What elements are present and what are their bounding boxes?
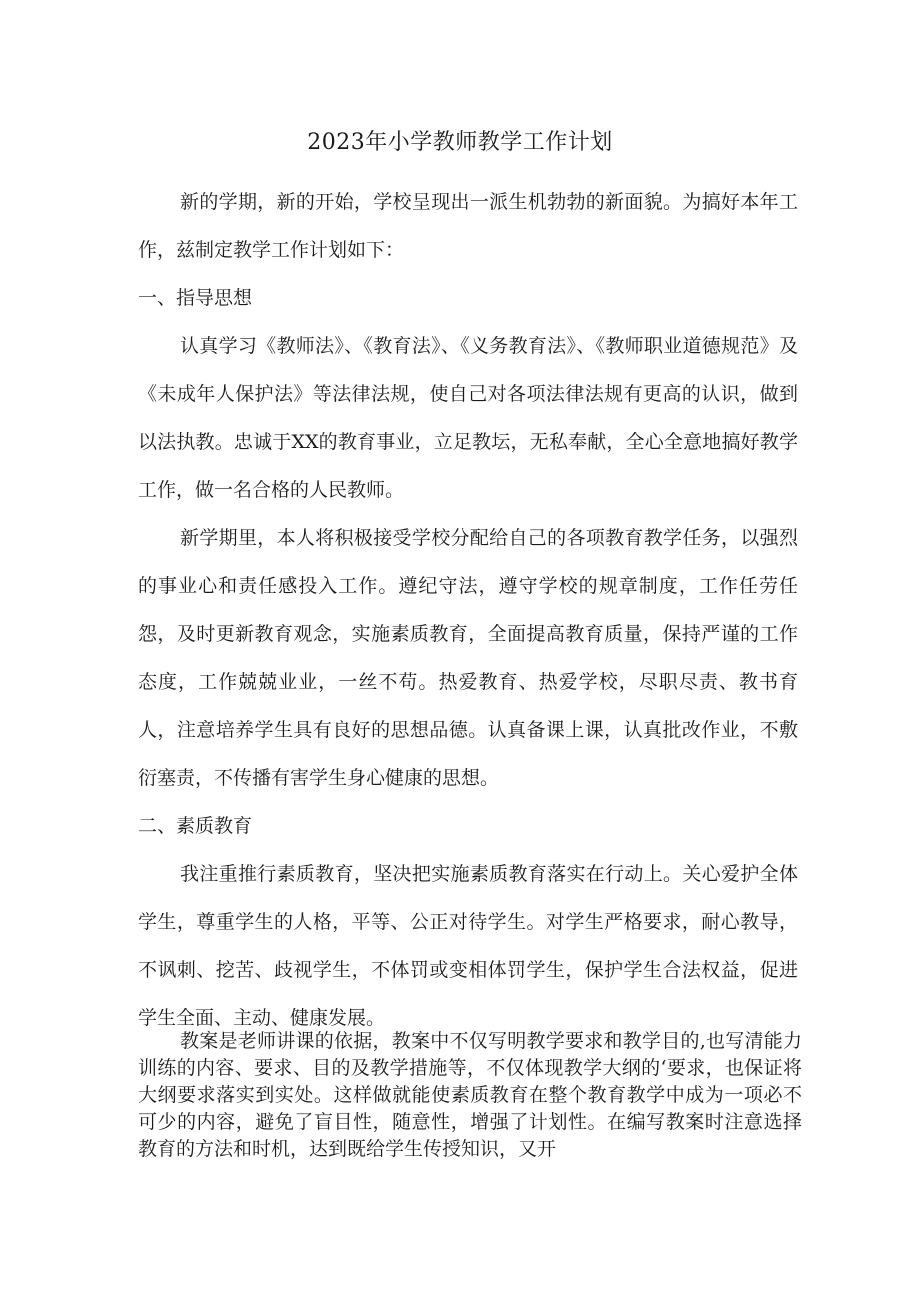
section-heading-quality-education: 二、素质教育 (138, 815, 253, 837)
document-body (138, 178, 798, 1042)
section-heading-guiding-ideology: 一、指导思想 (138, 287, 253, 309)
paragraph-new-semester: 新学期里，本人将积极接受学校分配给自己的各项教育教学任务，以强烈的事业心和责任感投入工作。遵纪守法，遵守学校的规章制度，工作任劳任怨，及时更新教育观念，实施素质教育，全面提高教育质量，保持严谨的工作态度，工作兢兢业业，一丝不苟。热爱教育、热爱学校，尽职尽责、教书育人，注意培养学生具有良好的思想品德。认真备课上课，认真批改作业，不敷衍塞责，不传播有害学生身心健康的思想。 (138, 527, 798, 789)
document-body-continued (138, 1028, 802, 1163)
document-title: 2023年小学教师教学工作计划 (307, 130, 613, 155)
paragraph-lesson-plans: 教案是老师讲课的依据，教案中不仅写明教学要求和教学目的,也写清能力训练的内容、要求、目的及教学措施等，不仅体现教学大纲的‘要求，也保证将大纲要求落实到实处。这样做就能使素质教育在整个教育教学中成为一项必不可少的内容，避免了盲目性，随意性，增强了计划性。在编写教案时注意选择教育的方法和时机，达到既给学生传授知识，又开 (138, 1030, 802, 1160)
intro-paragraph: 新的学期，新的开始，学校呈现出一派生机勃勃的新面貌。为搞好本年工作，兹制定教学工作计划如下： (138, 191, 798, 261)
paragraph-laws-study: 认真学习《教师法》、《教育法》、《义务教育法》、《教师职业道德规范》及《未成年人保护法》等法律法规，使自己对各项法律法规有更高的认识，做到以法执教。忠诚于XX的教育事业，立足教坛，无私奉献，全心全意地搞好教学工作，做一名合格的人民教师。 (138, 335, 798, 501)
paragraph-quality-education: 我注重推行素质教育，坚决把实施素质教育落实在行动上。关心爱护全体学生，尊重学生的人格，平等、公正对待学生。对学生严格要求，耐心教导，不讽刺、挖苦、歧视学生，不体罚或变相体罚学生，保护学生合法权益，促进学生全面、主动、健康发展。 (138, 863, 798, 1029)
